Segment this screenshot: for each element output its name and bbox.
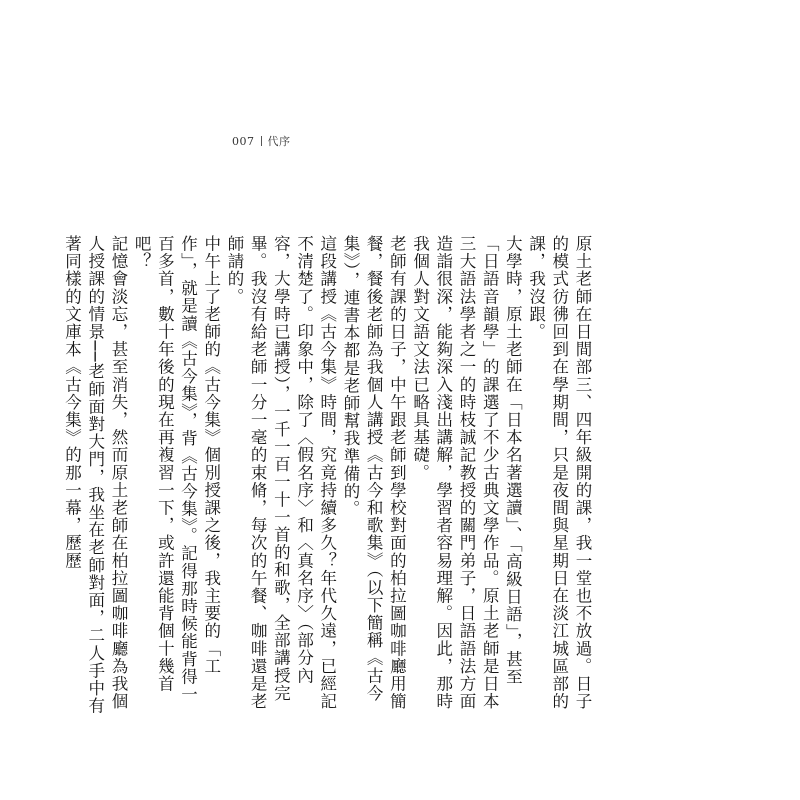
header-divider: [261, 136, 262, 146]
paragraph: 老師有課的日子，中午跟老師到學校對面的柏拉圖咖啡廳用簡餐，餐後老師為我個人講授《古今和歌集》（以下簡稱《古今集》），連書本都是老師幫我準備的。: [340, 234, 407, 710]
running-header: [232, 133, 291, 149]
paragraph: 原土老師在日間部三、四年級開的課，我一堂也不放過。日子的模式彷彿回到在學期間，只是夜間與星期日在淡江城區部的課，我沒跟。: [526, 234, 592, 710]
paragraph: 大學時，原土老師在「日本名著選讀」、「高級日語」，甚至「日語音韻學」的課選了不少古典文學作品。原土老師是日本三大語法學者之一的時枝誠記教授的關門弟子，日語語法方面造詣很深，能夠深入淺出講解，學習者容易理解。因此，那時我個人對文語文法已略具基礎。: [410, 234, 523, 710]
paragraph: 記憶會淡忘，甚至消失，然而原土老師在柏拉圖咖啡廳為我個人授課的情景──老師面對大門，我坐在老師對面，二人手中有著同樣的文庫本《古今集》的那一幕，歷歷: [62, 234, 128, 715]
paragraph: 中午上了老師的《古今集》個別授課之後，我主要的「工作」，就是讀《古今集》，背《古今集》。記得那時候能背得一百多首，數十年後的現在再複習一下，或許還能背個十幾首吧？: [132, 234, 221, 703]
paragraph: 這段講授《古今集》時間，究竟持續多久？年代久遠，已經記不清楚了。印象中，除了〈假名序〉和〈真名序〉（部分內容，大學時已講授），一千一百一十一首的和歌，全部講授完畢。我沒有給老師一分一毫的束脩，每次的午餐、咖啡還是老師請的。: [224, 234, 337, 710]
page-number: 007: [232, 134, 255, 148]
vertical-body-text: [62, 218, 594, 718]
section-title: 代序: [267, 135, 291, 148]
